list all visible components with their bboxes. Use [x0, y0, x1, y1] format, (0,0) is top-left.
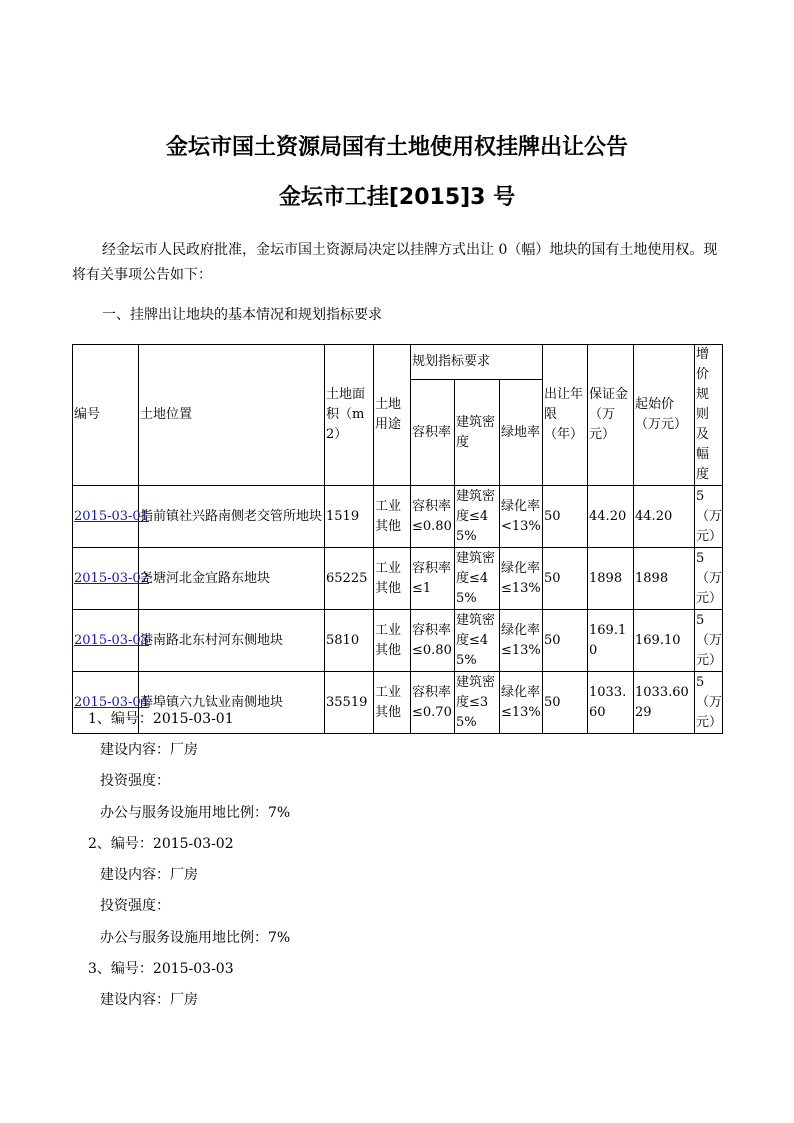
header-area: 土地面积（m2） [325, 345, 374, 486]
cell-term: 50 [543, 610, 588, 672]
cell-start-price: 169.10 [634, 610, 695, 672]
header-term: 出让年限（年） [543, 345, 588, 486]
cell-density: 建筑密度≤45% [455, 610, 500, 672]
cell-location: 指前镇社兴路南侧老交管所地块 [139, 486, 325, 548]
cell-start-price: 1898 [634, 548, 695, 610]
cell-density: 建筑密度≤45% [455, 548, 500, 610]
cell-use: 工业其他 [374, 610, 411, 672]
header-planning: 规划指标要求 [411, 345, 543, 380]
cell-term: 50 [543, 672, 588, 734]
cell-start-price: 1033.6029 [634, 672, 695, 734]
cell-increment: 5（万元） [695, 548, 723, 610]
cell-term: 50 [543, 486, 588, 548]
item-heading: 1、编号：2015-03-01 [88, 711, 234, 727]
page-title: 金坛市国土资源局国有土地使用权挂牌出让公告 [165, 135, 628, 160]
parcel-link[interactable]: 2015-03-01 [74, 508, 149, 524]
cell-use: 工业其他 [374, 548, 411, 610]
cell-far: 容积率≤0.80 [411, 486, 455, 548]
header-increment: 增价规则及幅度 [695, 345, 723, 486]
header-location: 土地位置 [139, 345, 325, 486]
cell-location: 港南路北东村河东侧地块 [139, 610, 325, 672]
header-start-price: 起始价（万元） [634, 345, 695, 486]
item-content: 建设内容：厂房 [100, 742, 198, 758]
cell-use: 工业其他 [374, 672, 411, 734]
cell-green: 绿化率≤13% [500, 548, 543, 610]
cell-area: 65225 [325, 548, 374, 610]
item-content: 建设内容：厂房 [100, 867, 198, 883]
item-content: 建设内容：厂房 [100, 992, 198, 1008]
cell-location: 尧塘河北金宜路东地块 [139, 548, 325, 610]
header-use: 土地用途 [374, 345, 411, 486]
table-row [73, 610, 723, 672]
cell-location: 薛埠镇六九钛业南侧地块 [139, 672, 325, 734]
item-ratio: 办公与服务设施用地比例：7% [100, 930, 291, 946]
cell-area: 5810 [325, 610, 374, 672]
header-deposit: 保证金（万元） [588, 345, 634, 486]
table-row [73, 486, 723, 548]
cell-green: 绿化率<13% [500, 486, 543, 548]
cell-density: 建筑密度≤35% [455, 672, 500, 734]
item-investment: 投资强度： [100, 898, 170, 914]
cell-use: 工业其他 [374, 486, 411, 548]
cell-start-price: 44.20 [634, 486, 695, 548]
cell-deposit: 1033.60 [588, 672, 634, 734]
section-heading: 一、挂牌出让地块的基本情况和规划指标要求 [102, 307, 382, 323]
cell-increment: 5（万元） [695, 486, 723, 548]
intro-paragraph: 经金坛市人民政府批准，金坛市国土资源局决定以挂牌方式出让 0（幅）地块的国有土地使用权。现将有关事项公告如下： [72, 242, 718, 283]
cell-term: 50 [543, 548, 588, 610]
header-green: 绿地率 [500, 380, 543, 486]
table-row [73, 548, 723, 610]
land-parcel-table [72, 344, 723, 734]
item-heading: 3、编号：2015-03-03 [88, 961, 234, 977]
document-number: 金坛市工挂[2015]3 号 [278, 185, 516, 210]
cell-far: 容积率≤1 [411, 548, 455, 610]
parcel-link[interactable]: 2015-03-02 [74, 570, 149, 586]
cell-increment: 5（万元） [695, 672, 723, 734]
header-far: 容积率 [411, 380, 455, 486]
cell-green: 绿化率≤13% [500, 672, 543, 734]
cell-deposit: 169.10 [588, 610, 634, 672]
item-ratio: 办公与服务设施用地比例：7% [100, 805, 291, 821]
cell-area: 1519 [325, 486, 374, 548]
header-no: 编号 [73, 345, 139, 486]
cell-far: 容积率≤0.70 [411, 672, 455, 734]
item-investment: 投资强度： [100, 773, 170, 789]
parcel-link[interactable]: 2015-03-04 [74, 694, 149, 710]
cell-deposit: 44.20 [588, 486, 634, 548]
cell-green: 绿化率≤13% [500, 610, 543, 672]
item-heading: 2、编号：2015-03-02 [88, 836, 234, 852]
cell-density: 建筑密度≤45% [455, 486, 500, 548]
header-density: 建筑密度 [455, 380, 500, 486]
cell-area: 35519 [325, 672, 374, 734]
cell-deposit: 1898 [588, 548, 634, 610]
cell-far: 容积率≤0.80 [411, 610, 455, 672]
parcel-link[interactable]: 2015-03-03 [74, 632, 149, 648]
cell-increment: 5（万元） [695, 610, 723, 672]
